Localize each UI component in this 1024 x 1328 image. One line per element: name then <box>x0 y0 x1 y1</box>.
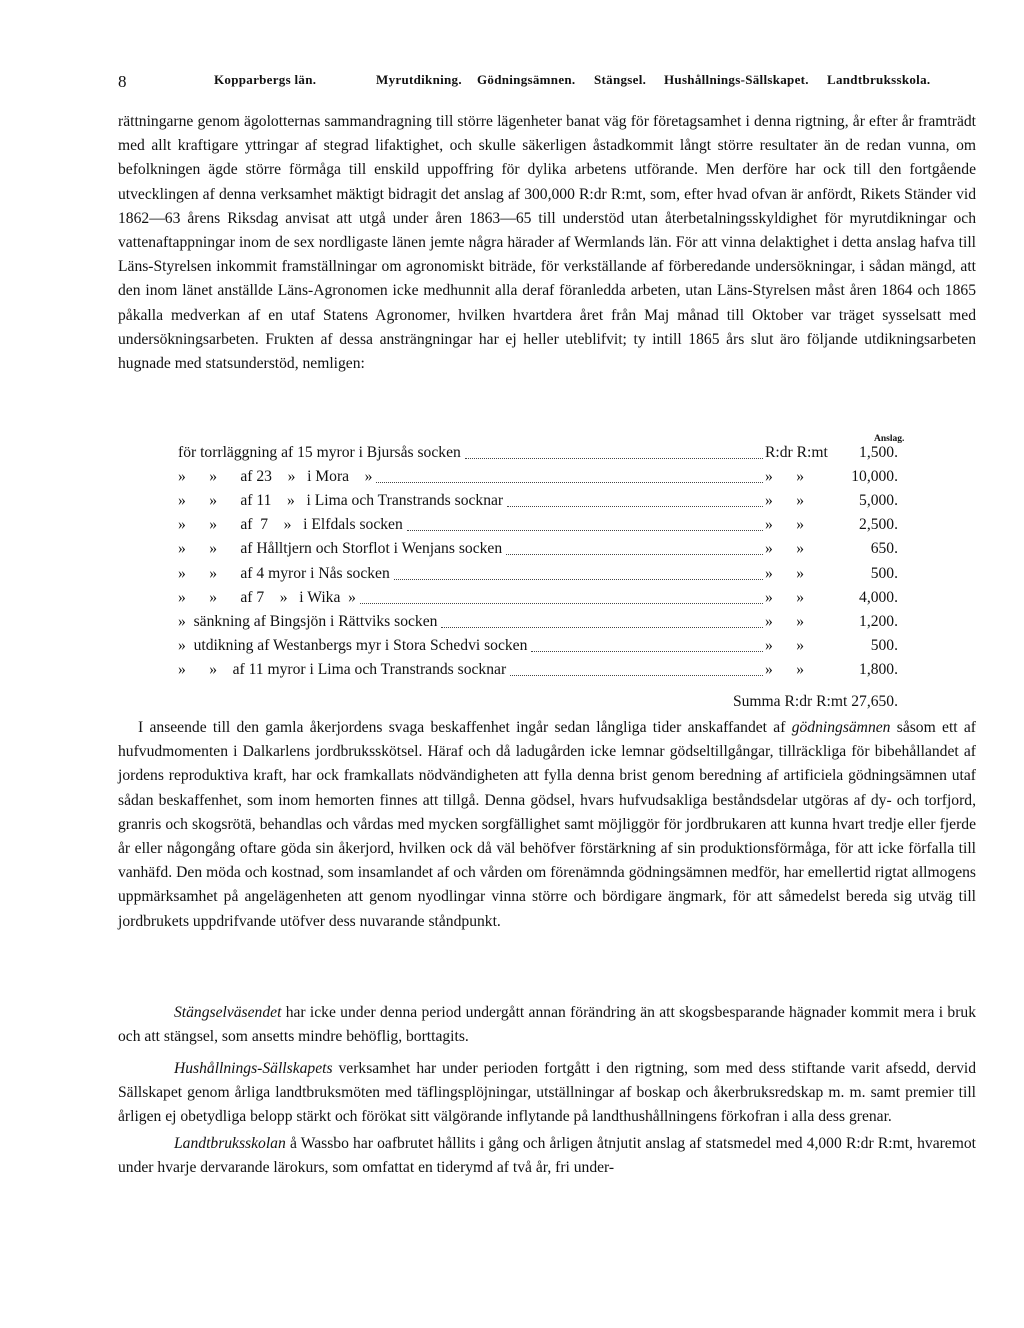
grant-description: » utdikning af Westanbergs myr i Stora Schedvi socken <box>178 636 528 654</box>
grant-row <box>178 565 898 587</box>
dotted-leader <box>531 651 763 652</box>
paragraph-stangsel-italic: Stängselväsendet <box>174 1004 282 1021</box>
grant-description: » » af 7 » i Wika » <box>178 588 356 606</box>
dotted-leader <box>376 482 763 483</box>
running-header <box>118 72 938 94</box>
grant-amount: 5,000. <box>859 492 898 510</box>
sum-value: 27,650. <box>851 693 898 710</box>
dotted-leader <box>441 627 763 628</box>
grant-description: » » af Hålltjern och Storflot i Wenjans socken <box>178 540 503 558</box>
grant-row <box>178 613 898 635</box>
grant-currency: » » <box>765 612 804 630</box>
grant-amount: 500. <box>870 636 898 654</box>
dotted-leader <box>360 603 763 604</box>
dotted-leader <box>465 458 763 459</box>
grant-currency: » » <box>765 540 804 558</box>
grant-row <box>178 540 898 562</box>
grant-amount: 1,200. <box>859 612 898 630</box>
paragraph-landtbruksskola-italic: Landtbruksskolan <box>174 1135 286 1152</box>
paragraph-landtbruksskola-rest: å Wassbo har oafbrutet hållits i gång och årligen åtnjutit anslag af statsmedel med 4,000 R:dr R:mt, hvaremot under hvarje dervarande lärokurs, som omfattat en tiderymd af två år, fri under- <box>118 1135 976 1177</box>
header-topic-myrutdikning: Myrutdikning. <box>376 72 462 87</box>
header-topic-hushallningssallskapet: Hushållnings-Sällskapet. <box>664 72 809 87</box>
sum-label: Summa R:dr R:mt <box>732 693 848 710</box>
dotted-leader <box>394 579 763 580</box>
grant-amount: 4,000. <box>859 588 898 606</box>
header-county: Kopparbergs län. <box>214 72 317 87</box>
grant-description: » » af 4 myror i Nås socken <box>178 564 390 582</box>
grant-description: » » af 11 myror i Lima och Transtrands socknar <box>178 660 507 678</box>
dotted-leader <box>507 506 763 507</box>
grant-description: » sänkning af Bingsjön i Rättviks socken <box>178 612 438 630</box>
header-topic-landtbruksskola: Landtbruksskola. <box>827 72 931 87</box>
grant-currency: » » <box>765 516 804 534</box>
paragraph-hushallning <box>118 1057 976 1130</box>
dotted-leader <box>506 554 763 555</box>
grant-amount: 1,500. <box>859 444 898 461</box>
grant-currency: R:dr R:mt <box>765 444 828 461</box>
paragraph-godning-lead: I anseende till den gamla åkerjordens svaga beskaffenhet ingår sedan långliga tider anskaffandet af <box>138 719 792 736</box>
paragraph-stangsel-rest: har icke under denna period undergått annan förändring än att skogsbesparande hägnader kommit mera i bruk och att stängsel, som ansetts mindre behöflig, borttagits. <box>118 1004 976 1046</box>
grant-currency: » » <box>765 492 804 510</box>
grant-description: för torrläggning af 15 myror i Bjursås socken <box>178 444 461 461</box>
paragraph-godning <box>118 716 976 934</box>
header-topic-stangsel: Stängsel. <box>594 72 647 87</box>
grant-currency: » » <box>765 564 804 582</box>
grant-description: » » af 7 » i Elfdals socken <box>178 516 403 534</box>
paragraph-hushallning-italic: Hushållnings-Sällskapets <box>174 1060 333 1077</box>
grant-row <box>178 661 898 683</box>
grant-amount: 500. <box>870 564 898 582</box>
paragraph-stangsel <box>118 1001 976 1049</box>
grants-sum <box>688 693 898 711</box>
grant-currency: » » <box>765 636 804 654</box>
grant-row <box>178 492 898 514</box>
intro-paragraph: rättningarne genom ägolotternas sammandragning till större lägenheter banat väg för företagsamhet i denna rigtning, år efter år framträdt med allt kraftigare yttringar af stegrad lifaktighet, och skulle säkerligen åstadkommit långt större resultater än de redan vunna, om befolkningen ägde större förmåga till enskild uppoffring för dylika arbetens utförande. Men derföre har ock till den fortgående utvecklingen af denna verksamhet mäktigt bidragit det anslag af 300,000 R:dr R:mt, som, efter hvad ofvan är anfördt, Rikets Ständer vid 1862—63 årens Riksdag anvisat att utgå under åren 1863—65 till understöd utan återbetalningsskyldighet för myrutdikningar och vattenaftappningar inom de sex nordligaste länen jemte några härader af Wermlands län. För att vinna delaktighet i detta anslag hafva till Läns-Styrelsen inkommit framställningar om agronomiskt biträde, för verkställande af förberedande undersökningar, i sådan mängd, att den inom länet anställde Läns-Agronomen icke medhunnit alla deraf föranledda arbeten, utan Läns-Styrelsen måst åren 1864 och 1865 påkalla medverkan af en utaf Statens Agronomer, hvilken hvartdera året från Maj månad till Oktober var träget sysselsatt med undersökningsarbeten. Frukten af dessa ansträngningar har ej heller uteblifvit; ty intill 1865 års slut äro följande utdikningsarbeten hugnade med statsunderstöd, nemligen: <box>118 113 976 373</box>
page-number: 8 <box>118 72 127 91</box>
grant-currency: » » <box>765 660 804 678</box>
paragraph-godning-italic: gödningsämnen <box>791 719 891 736</box>
grant-amount: 10,000. <box>851 468 898 486</box>
grant-row <box>178 637 898 659</box>
paragraph-hushallning-rest: verksamhet har under perioden fortgått i den rigtning, som med dess stiftande varit afsedd, dervid Sällskapet genom årliga landtbruksmöten med täflingsplöjningar, utställningar af boskap och åkerbruksredskap m. m. samt premier till årligen ej obetydliga belopp stärkt och förökat sitt välgörande inflytande på landthushållningens förkofran i alla dess grenar. <box>118 1060 976 1126</box>
grant-amount: 650. <box>870 540 898 558</box>
dotted-leader <box>510 675 763 676</box>
grant-amount: 1,800. <box>859 660 898 678</box>
grant-row <box>178 468 898 490</box>
grant-description: » » af 23 » i Mora » <box>178 468 373 486</box>
grant-row <box>178 516 898 538</box>
paragraph-landtbruksskola <box>118 1132 976 1180</box>
dotted-leader <box>407 530 763 531</box>
grant-description: » » af 11 » i Lima och Transtrands socknar <box>178 492 504 510</box>
grant-currency: » » <box>765 468 804 486</box>
grants-column-header: Anslag. <box>874 434 905 444</box>
grant-row <box>178 589 898 611</box>
grant-currency: » » <box>765 588 804 606</box>
grant-row <box>178 444 898 466</box>
header-topic-godningsamnen: Gödningsämnen. <box>477 72 576 87</box>
grant-amount: 2,500. <box>859 516 898 534</box>
paragraph-godning-rest: såsom ett af hufvudmomenten i Dalkarlens jordbruksskötsel. Häraf och då ladugården icke lemnar gödseltillgångar, tillräckliga för bibehållandet af jordens reproduktiva kraft, har ock framkallats nödvändigheten att fylla denna brist genom beredning af artificiela gödningsämnen utaf sådan beskaffenhet, som inom hemorten finnes att tillgå. Denna gödsel, hvars hufvudsakliga beståndsdelar utgöras af dy- och torfjord, granris och skogsrötä, behandlas och vårdas med mycken sorgfällighet samt möjliggör för jordbrukaren att kunna hvart tredje eller fjerde år eller någongång oftare göda sin åkerjord, hvilken ock då väl behöfver förstärkning af sin produktionsförmåga, för att icke förfalla till vanhäfd. Den möda och kostnad, som insamlandet af och vården om förenämnda gödningsämnen medför, har emellertid rigtat allmogens uppmärksamhet på angelägenheten att genom nyodlingar vinna större och bördigare ängmark, för att såmedelst bereda sig utväg till jordbrukets uppdrifvande utöfver dess nuvarande ståndpunkt. <box>118 719 976 930</box>
